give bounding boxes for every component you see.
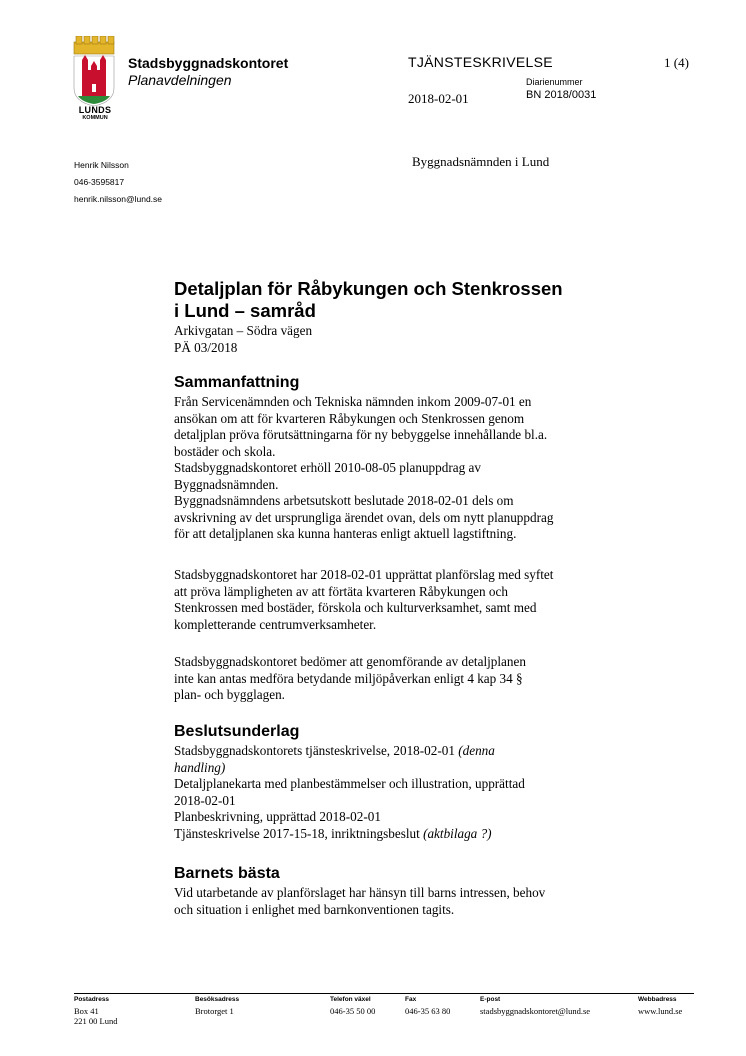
footer-label-postadress: Postadress <box>74 996 110 1003</box>
sender-name: Henrik Nilsson <box>74 160 129 170</box>
recipient: Byggnadsnämnden i Lund <box>412 154 550 169</box>
text-line: Stadsbyggnadskontoret bedömer att genomförande av detaljplanen <box>174 654 526 669</box>
text-line: detaljplan pröva förutsättningarna för ny bebyggelse innehållande bl.a. <box>174 427 548 442</box>
text-line: att pröva lämpligheten av att förtäta kvarteren Råbykungen och <box>174 583 508 599</box>
text-line: bostäder och skola. <box>174 443 276 459</box>
title-line: Detaljplan för Råbykungen och Stenkrossen <box>174 278 563 299</box>
text-line: Planbeskrivning, upprättad 2018-02-01 <box>174 809 381 824</box>
text-line: Från Servicenämnden och Tekniska nämnden inkom 2009-07-01 en <box>174 394 532 409</box>
paragraph <box>174 567 624 633</box>
subtitle-line: Arkivgatan – Södra vägen <box>174 323 313 338</box>
logo-line-2: KOMMUN <box>82 115 108 121</box>
org-name: Stadsbyggnadskontoret <box>128 55 289 71</box>
text-line: Stadsbyggnadskontoret erhöll 2010-08-05 planuppdrag av <box>174 460 481 475</box>
text-line: avskrivning av det ursprungliga ärendet ovan, dels om nytt planuppdrag <box>174 509 554 525</box>
document-type: TJÄNSTESKRIVELSE <box>408 54 553 70</box>
section-heading: Sammanfattning <box>174 374 300 391</box>
title-line: i Lund – samråd <box>174 300 316 321</box>
text-line: och situation i enlighet med barnkonventionen tagits. <box>174 901 455 917</box>
text-line: för att detaljplanen ska kunna hanteras enligt aktuell lagstiftning. <box>174 526 517 541</box>
document-date: 2018-02-01 <box>408 91 469 106</box>
section-heading: Beslutsunderlag <box>174 723 300 740</box>
text-line: Stadsbyggnadskontoret har 2018-02-01 upprättat planförslag med syftet <box>174 567 554 582</box>
footer-value-webb: www.lund.se <box>638 1006 683 1016</box>
footer-value-besoksadress: Brotorget 1 <box>195 1006 234 1016</box>
footer-value-telefon: 046-35 50 00 <box>330 1006 376 1016</box>
text-line: Detaljplanekarta med planbestämmelser och illustration, upprättad <box>174 776 525 791</box>
logo-wordmark <box>73 106 117 122</box>
department-name: Planavdelningen <box>128 72 232 88</box>
sender-email: henrik.nilsson@lund.se <box>74 194 163 204</box>
footer-value-fax: 046-35 63 80 <box>405 1006 451 1016</box>
subtitle-line: PÄ 03/2018 <box>174 340 238 355</box>
text-line: kompletterande centrumverksamheter. <box>174 616 377 632</box>
logo-line-1: LUNDS <box>78 105 112 115</box>
text-line: Byggnadsnämnden. <box>174 476 279 492</box>
footer-label-besoksadress: Besöksadress <box>195 996 240 1003</box>
sender-phone: 046-3595817 <box>74 177 125 187</box>
document-title <box>174 278 634 322</box>
text-line: Stenkrossen med bostäder, förskola och kulturverksamhet, samt med <box>174 600 537 615</box>
text-line: Byggnadsnämndens arbetsutskott beslutade 2018-02-01 dels om <box>174 493 514 508</box>
paragraph <box>174 654 624 704</box>
paragraph <box>174 394 624 543</box>
section-heading: Barnets bästa <box>174 865 280 882</box>
footer-label-telefon: Telefon växel <box>330 996 371 1003</box>
text-line: 2018-02-01 <box>174 792 236 808</box>
diarie-label: Diarienummer <box>526 77 583 87</box>
text-line: handling) <box>174 759 226 775</box>
footer-label-webb: Webbadress <box>638 996 677 1003</box>
footer-rule <box>74 993 694 994</box>
footer-label-epost: E-post <box>480 996 501 1003</box>
text-line: inte kan antas medföra betydande miljöpåverkan enligt 4 kap 34 § <box>174 670 523 686</box>
text-line: Vid utarbetande av planförslaget har hänsyn till barns intressen, behov <box>174 885 546 900</box>
footer-label-fax: Fax <box>405 996 417 1003</box>
text-line: Tjänsteskrivelse 2017-15-18, inriktningsbeslut (aktbilaga ?) <box>174 825 492 841</box>
paragraph <box>174 885 624 918</box>
text-line: Stadsbyggnadskontorets tjänsteskrivelse, 2018-02-01 (denna <box>174 743 495 758</box>
diarie-number: BN 2018/0031 <box>526 89 597 101</box>
footer-value-postadress: Box 41 221 00 Lund <box>74 1006 118 1026</box>
page-number: 1 (4) <box>664 55 689 70</box>
footer-value-epost: stadsbyggnadskontoret@lund.se <box>480 1006 591 1016</box>
text-line: plan- och bygglagen. <box>174 687 285 702</box>
paragraph <box>174 743 624 842</box>
text-line: ansökan om att för kvarteren Råbykungen och Stenkrossen genom <box>174 410 525 426</box>
